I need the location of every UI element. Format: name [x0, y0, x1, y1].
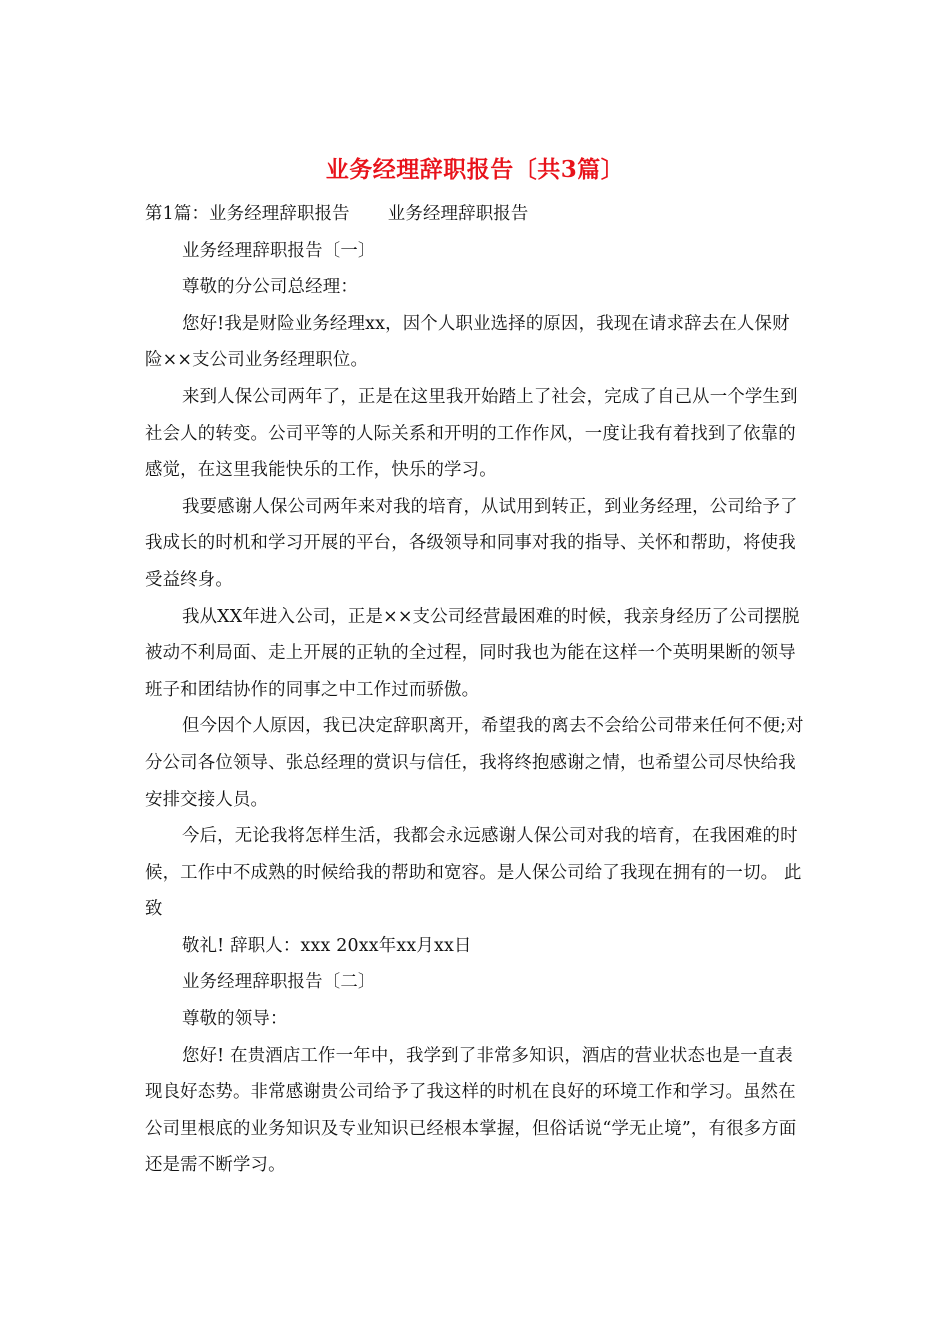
heading-part-1: 第1篇：业务经理辞职报告 — [145, 204, 350, 224]
closing-signature: 敬礼! 辞职人：xxx 20xx年xx月xx日 — [182, 935, 472, 956]
paragraph: 您好! 在贵酒店工作一年中，我学到了非常多知识，酒店的营业状态也是一直表现良好态势。非常感谢贵公司给予了我这样的时机在良好的环境工作和学习。虽然在公司里根底的业务知识及专业知识已经根本掌握，但俗话说“学无止境”，有很多方面还是需不断学习。 — [145, 1045, 797, 1176]
section-heading-1: 业务经理辞职报告〔一〕 — [182, 240, 376, 261]
paragraph: 来到人保公司两年了，正是在这里我开始踏上了社会，完成了自己从一个学生到社会人的转变。公司平等的人际关系和开明的工作作风，一度让我有着找到了依靠的感觉，在这里我能快乐的工作，快乐的学习。 — [145, 386, 798, 481]
document-title: 业务经理辞职报告〔共3篇〕 — [325, 156, 625, 183]
paragraph: 今后，无论我将怎样生活，我都会永远感谢人保公司对我的培育，在我困难的时候，工作中不成熟的时候给我的帮助和宽容。是人保公司给了我现在拥有的一切。 此致 — [145, 826, 802, 920]
paragraph: 我从XX年进入公司，正是××支公司经营最困难的时候，我亲身经历了公司摆脱被动不利局面、走上开展的正轨的全过程，同时我也为能在这样一个英明果断的领导班子和团结协作的同事之中工作过而骄傲。 — [145, 606, 800, 700]
paragraph: 我要感谢人保公司两年来对我的培育，从试用到转正，到业务经理，公司给予了我成长的时机和学习开展的平台，各级领导和同事对我的指导、关怀和帮助，将使我受益终身。 — [145, 496, 798, 590]
document-body — [145, 196, 805, 1184]
salutation-1: 尊敬的分公司总经理： — [182, 277, 358, 298]
heading-line — [145, 196, 805, 233]
salutation-2: 尊敬的领导： — [182, 1009, 288, 1030]
paragraph: 您好!我是财险业务经理xx，因个人职业选择的原因，我现在请求辞去在人保财险××支公司业务经理职位。 — [145, 313, 790, 371]
paragraph: 但今因个人原因，我已决定辞职离开，希望我的离去不会给公司带来任何不便;对分公司各位领导、张总经理的赏识与信任，我将终抱感谢之情，也希望公司尽快给我安排交接人员。 — [145, 716, 804, 810]
heading-part-2: 业务经理辞职报告 — [387, 204, 529, 224]
section-heading-2: 业务经理辞职报告〔二〕 — [182, 972, 376, 993]
